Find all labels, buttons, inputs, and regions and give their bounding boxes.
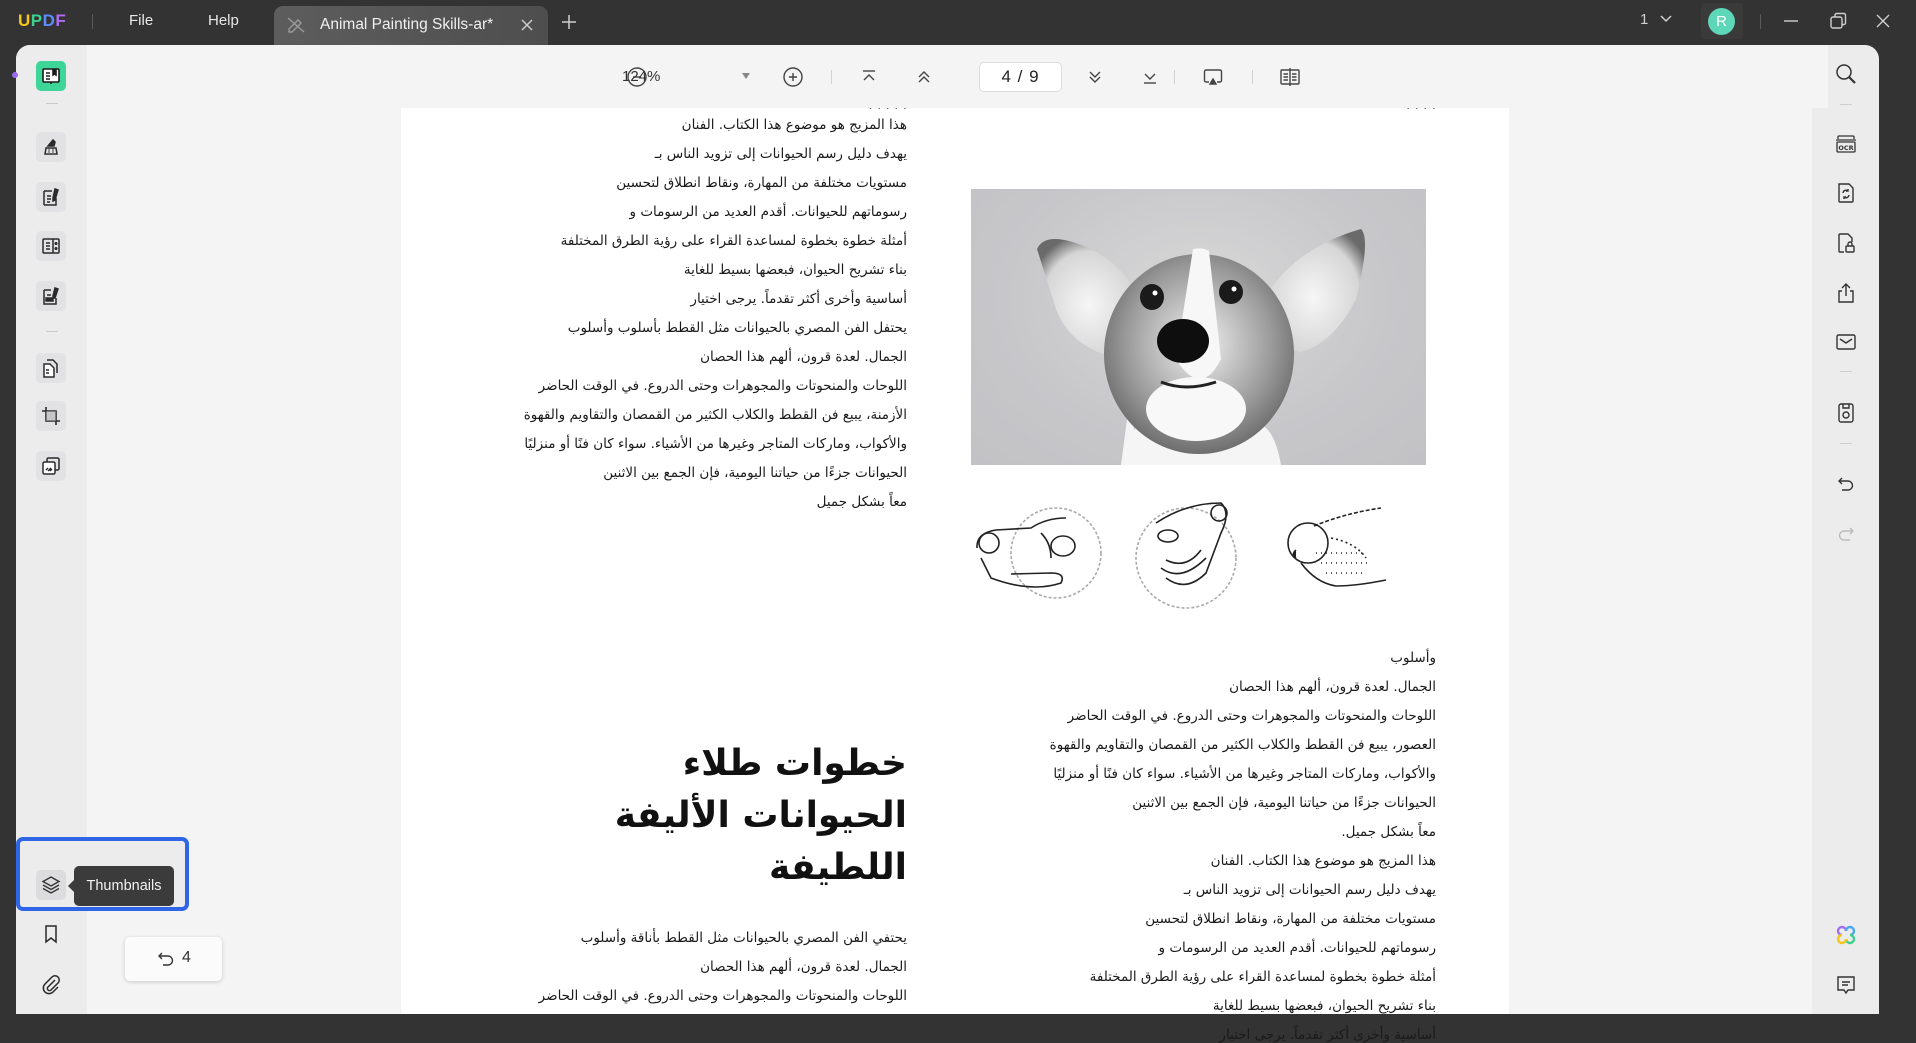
ai-assistant-icon[interactable] xyxy=(1834,923,1858,947)
paperclip-icon xyxy=(40,973,62,995)
window-count: 1 xyxy=(1640,11,1649,28)
page-number-input[interactable]: 4 / 9 xyxy=(979,62,1062,92)
text-line: الأزمنة، يبيع فن القطط والكلاب الكثير من القمصان والتقاويم والقهوة xyxy=(523,407,907,423)
close-tab-icon[interactable] xyxy=(517,15,537,35)
previous-page-icon[interactable] xyxy=(912,65,936,89)
text-line: معاً بشكل جميل. xyxy=(1341,824,1436,840)
text-line: أساسية وأخرى أكثر تقدماً. يرجى اختيار xyxy=(1219,1027,1436,1043)
text-line: الجمال. لعدة قرون، ألهم هذا الحصان xyxy=(700,959,907,975)
bookmarks-button[interactable] xyxy=(36,919,66,949)
return-page-number: 4 xyxy=(182,949,191,966)
form-tool-button[interactable] xyxy=(36,231,66,261)
save-icon[interactable] xyxy=(1834,401,1858,425)
text-line: هذا المزيج هو موضوع هذا الكتاب. الفنان xyxy=(681,117,907,133)
crop-tool-button[interactable] xyxy=(36,401,66,431)
edit-pdf-button[interactable] xyxy=(36,182,66,212)
text-line: بناء تشريح الحيوان، فبعضها بسيط للغاية xyxy=(683,262,907,278)
text-line: يحتفي الفن المصري بالحيوانات مثل القطط بأناقة وأسلوب xyxy=(580,930,907,946)
corgi-puppy-photo xyxy=(971,189,1426,465)
account-button[interactable] xyxy=(1701,3,1743,39)
minimize-icon[interactable] xyxy=(1780,10,1802,32)
text-line: يهدف دليل رسم الحيوانات إلى تزويد الناس بـ xyxy=(1183,882,1436,898)
text-line: مستويات مختلفة من المهارة، ونقاط انطلاق لتحسين xyxy=(1145,911,1436,927)
return-arrow-icon xyxy=(157,951,175,967)
text-line: العصور، يبيع فن القطط والكلاب الكثير من القمصان والتقاويم والقهوة xyxy=(1049,737,1436,753)
right-tool-rail xyxy=(1812,45,1879,1014)
comments-panel-icon[interactable] xyxy=(1834,973,1858,997)
page-layout-icon[interactable] xyxy=(1278,65,1302,89)
rail-divider xyxy=(46,331,58,332)
text-line: مستويات مختلفة من المهارة، ونقاط انطلاق لتحسين xyxy=(616,175,907,191)
comment-tool-button[interactable] xyxy=(36,132,66,162)
reader-mode-button[interactable] xyxy=(36,61,66,91)
attachments-button[interactable] xyxy=(36,969,66,999)
email-icon[interactable] xyxy=(1834,330,1858,354)
close-window-icon[interactable] xyxy=(1872,10,1894,32)
book-open-icon xyxy=(40,65,62,87)
updf-logo: UPDF xyxy=(18,11,67,30)
window-controls-divider xyxy=(1760,14,1761,29)
text-line: يحتفل الفن المصري بالحيوانات مثل القطط بأسلوب وأسلوب xyxy=(567,320,907,336)
protect-icon[interactable] xyxy=(1834,231,1858,255)
text-line: أمثلة خطوة بخطوة لمساعدة القراء على رؤية الطرق المختلفة xyxy=(560,233,907,249)
layers-icon xyxy=(40,874,62,896)
text-line: الجمال. لعدة قرون، ألهم هذا الحصان xyxy=(1229,679,1436,695)
form-icon xyxy=(40,235,62,257)
toolbar-divider xyxy=(1252,70,1253,84)
text-line: الجمال. لعدة قرون، ألهم هذا الحصان xyxy=(700,349,907,365)
thumbnails-button[interactable] xyxy=(36,870,66,900)
bookmark-icon xyxy=(40,923,62,945)
text-line: رسوماتهم للحيوانات. أقدم العديد من الرسومات و xyxy=(1158,940,1436,956)
zoom-dropdown-caret[interactable] xyxy=(742,73,750,79)
workspace xyxy=(16,45,1828,1043)
text-line: الحيوانات جزءًا من حياتنا اليومية، فإن الجمع بين الاثنين xyxy=(1132,795,1436,811)
viewer-toolbar xyxy=(87,45,1828,108)
edit-disabled-icon xyxy=(286,16,306,34)
heading-line: الحيوانات الأليفة xyxy=(614,795,907,836)
title-bar xyxy=(0,0,1916,45)
svg-text:OCR: OCR xyxy=(1838,144,1854,152)
rail-divider xyxy=(1840,443,1852,444)
return-to-page-button[interactable] xyxy=(125,937,222,981)
slideshow-icon[interactable] xyxy=(1201,65,1225,89)
rail-divider xyxy=(1840,104,1852,105)
text-line: رسوماتهم للحيوانات. أقدم العديد من الرسومات و xyxy=(629,204,907,220)
pdf-page xyxy=(401,108,1509,1043)
menu-help[interactable]: Help xyxy=(208,12,239,29)
heading-line: اللطيفة xyxy=(768,847,907,888)
heading-line: خطوات طلاء xyxy=(682,743,907,784)
text-line: أمثلة خطوة بخطوة لمساعدة القراء على رؤية الطرق المختلفة xyxy=(1089,969,1436,985)
chevron-down-icon xyxy=(1659,14,1673,24)
restore-icon[interactable] xyxy=(1827,10,1849,32)
edit-document-icon xyxy=(40,186,62,208)
next-page-icon[interactable] xyxy=(1083,65,1107,89)
text-line: اللوحات والمنحوتات والمجوهرات وحتى الدروع. في الوقت الحاضر xyxy=(538,988,907,1004)
thumbnails-tooltip: Thumbnails xyxy=(74,866,174,906)
fill-sign-button[interactable] xyxy=(36,281,66,311)
search-icon[interactable] xyxy=(1834,62,1858,86)
dog-head-sketches xyxy=(971,498,1426,618)
notification-dot xyxy=(12,72,18,78)
pages-icon xyxy=(40,357,62,379)
title-divider xyxy=(92,14,93,29)
highlighter-icon xyxy=(40,136,62,158)
ocr-icon[interactable] xyxy=(1834,132,1858,156)
text-line: اللوحات والمنحوتات والمجوهرات وحتى الدروع. في الوقت الحاضر xyxy=(538,378,907,394)
text-line: يهدف دليل رسم الحيوانات إلى تزويد الناس بـ xyxy=(654,146,907,162)
text-line: والأكواب، وماركات المتاجر وغيرها من الأشياء. سواء كان فنًا أو منزليًا xyxy=(524,436,907,452)
toolbar-divider xyxy=(831,70,832,84)
organize-pages-button[interactable] xyxy=(36,353,66,383)
window-count-dropdown[interactable] xyxy=(1640,11,1673,28)
last-page-icon[interactable] xyxy=(1138,65,1162,89)
new-tab-icon[interactable] xyxy=(560,13,578,31)
crop-icon xyxy=(40,405,62,427)
text-line: بناء تشريح الحيوان، فبعضها بسيط للغاية xyxy=(1212,998,1436,1014)
watermark-tool-button[interactable] xyxy=(36,451,66,481)
text-line: الحيوانات جزءًا من حياتنا اليومية، فإن الجمع بين الاثنين xyxy=(603,465,907,481)
zoom-in-icon[interactable] xyxy=(781,65,805,89)
rail-divider xyxy=(1840,371,1852,372)
first-page-icon[interactable] xyxy=(857,65,881,89)
section-heading xyxy=(615,738,907,894)
toolbar-divider xyxy=(1174,70,1175,84)
document-tab[interactable] xyxy=(274,6,548,45)
text-line: هذا المزيج هو موضوع هذا الكتاب. الفنان xyxy=(1210,853,1436,869)
sign-icon xyxy=(40,285,62,307)
redo-icon[interactable] xyxy=(1834,522,1858,546)
zoom-level[interactable]: 124% xyxy=(622,68,661,85)
menu-file[interactable]: File xyxy=(129,12,154,29)
tab-title: Animal Painting Skills-ar* xyxy=(320,16,494,33)
undo-icon[interactable] xyxy=(1834,472,1858,496)
convert-icon[interactable] xyxy=(1834,181,1858,205)
text-line: معاً بشكل جميل xyxy=(816,494,907,510)
share-icon[interactable] xyxy=(1834,281,1858,305)
text-line: أساسية وأخرى أكثر تقدماً. يرجى اختيار xyxy=(690,291,907,307)
sketch-icon xyxy=(971,498,1426,618)
watermark-icon xyxy=(40,455,62,477)
avatar: R xyxy=(1708,8,1735,35)
rail-divider xyxy=(46,103,58,104)
dog-image-icon xyxy=(971,189,1426,465)
text-line: وأسلوب xyxy=(1390,650,1436,666)
text-line: والأكواب، وماركات المتاجر وغيرها من الأشياء. سواء كان فنًا أو منزليًا xyxy=(1053,766,1436,782)
text-line: اللوحات والمنحوتات والمجوهرات وحتى الدروع. في الوقت الحاضر xyxy=(1067,708,1436,724)
